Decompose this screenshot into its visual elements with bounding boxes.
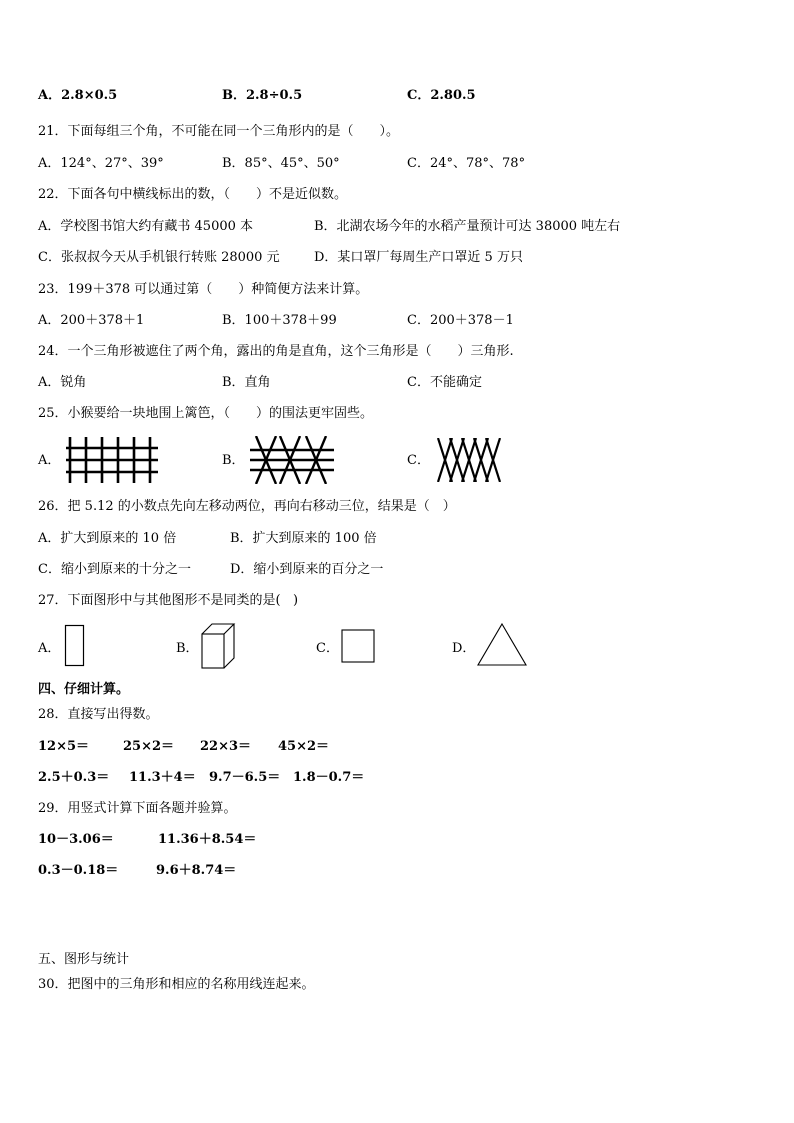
q23-option-b: B．100＋378＋99 [222,313,337,328]
q21-option-a: A．124°、27°、39° [38,156,164,171]
q28-stem: 28．直接写出得数。 [38,707,159,722]
q28-item: 9.7－6.5＝ [209,770,281,785]
q25-option-b: B． [222,453,245,468]
q28-item: 22×3＝ [200,739,252,754]
section-5-heading: 五、图形与统计 [38,952,130,967]
q23-option-a: A．200＋378＋1 [38,313,145,328]
q22-stem: 22．下面各句中横线标出的数，（ ）不是近似数。 [38,187,348,202]
q28-item: 1.8－0.7＝ [293,770,365,785]
q26-stem: 26．把 5.12 的小数点先向左移动两位，再向右移动三位，结果是（ ） [38,499,456,514]
q25-option-c: C． [407,453,430,468]
q21-stem: 21．下面每组三个角，不可能在同一个三角形内的是（ ）。 [38,124,400,139]
q29-item: 0.3－0.18＝ [38,863,119,878]
rectangle-figure [62,624,88,668]
q28-item: 45×2＝ [278,739,330,754]
q22-option-a: A．学校图书馆大约有藏书 45000 本 [38,219,254,234]
q26-option-b: B．扩大到原来的 100 倍 [230,531,377,546]
q20-option-a: A．2.8×0.5 [38,88,118,103]
q20-option-b: B．2.8÷0.5 [222,88,303,103]
q21-option-b: B．85°、45°、50° [222,156,340,171]
q28-item: 12×5＝ [38,739,90,754]
q22-option-c: C．张叔叔今天从手机银行转账 28000 元 [38,250,280,265]
q27-option-d: D． [452,641,476,656]
q29-stem: 29．用竖式计算下面各题并验算。 [38,801,237,816]
q28-item: 25×2＝ [123,739,175,754]
fence-cross-figure [250,436,334,484]
q24-option-b: B．直角 [222,375,271,390]
q23-option-c: C．200＋378－1 [407,313,514,328]
q27-stem: 27．下面图形中与其他图形不是同类的是( ) [38,593,299,608]
cuboid-figure [200,622,236,670]
q24-option-a: A．锐角 [38,375,87,390]
q22-option-d: D．某口罩厂每周生产口罩近 5 万只 [314,250,523,265]
q29-item: 11.36＋8.54＝ [158,832,257,847]
q26-option-c: C．缩小到原来的十分之一 [38,562,191,577]
q28-item: 11.3＋4＝ [129,770,196,785]
q26-option-d: D．缩小到原来的百分之一 [230,562,384,577]
fence-grid-figure [66,437,158,483]
section-4-heading: 四、仔细计算。 [38,682,130,697]
q27-option-b: B． [176,641,199,656]
q22-option-b: B．北湖农场今年的水稻产量预计可达 38000 吨左右 [314,219,621,234]
q24-stem: 24．一个三角形被遮住了两个角，露出的角是直角，这个三角形是（ ）三角形. [38,344,514,359]
q23-stem: 23．199＋378 可以通过第（ ）种简便方法来计算。 [38,282,369,297]
q21-option-c: C．24°、78°、78° [407,156,526,171]
q27-option-a: A． [38,641,61,656]
q20-option-c: C．2.80.5 [407,88,476,103]
q29-item: 10－3.06＝ [38,832,114,847]
q27-option-c: C． [316,641,339,656]
q24-option-c: C．不能确定 [407,375,482,390]
square-figure [340,628,376,664]
q30-stem: 30．把图中的三角形和相应的名称用线连起来。 [38,977,315,992]
q29-item: 9.6＋8.74＝ [156,863,237,878]
q25-stem: 25．小猴要给一块地围上篱笆，（ ）的围法更牢固些。 [38,406,374,421]
fence-diagonal-figure [436,438,502,482]
triangle-figure [476,622,528,668]
q28-item: 2.5＋0.3＝ [38,770,110,785]
q25-option-a: A． [38,453,61,468]
q26-option-a: A．扩大到原来的 10 倍 [38,531,177,546]
